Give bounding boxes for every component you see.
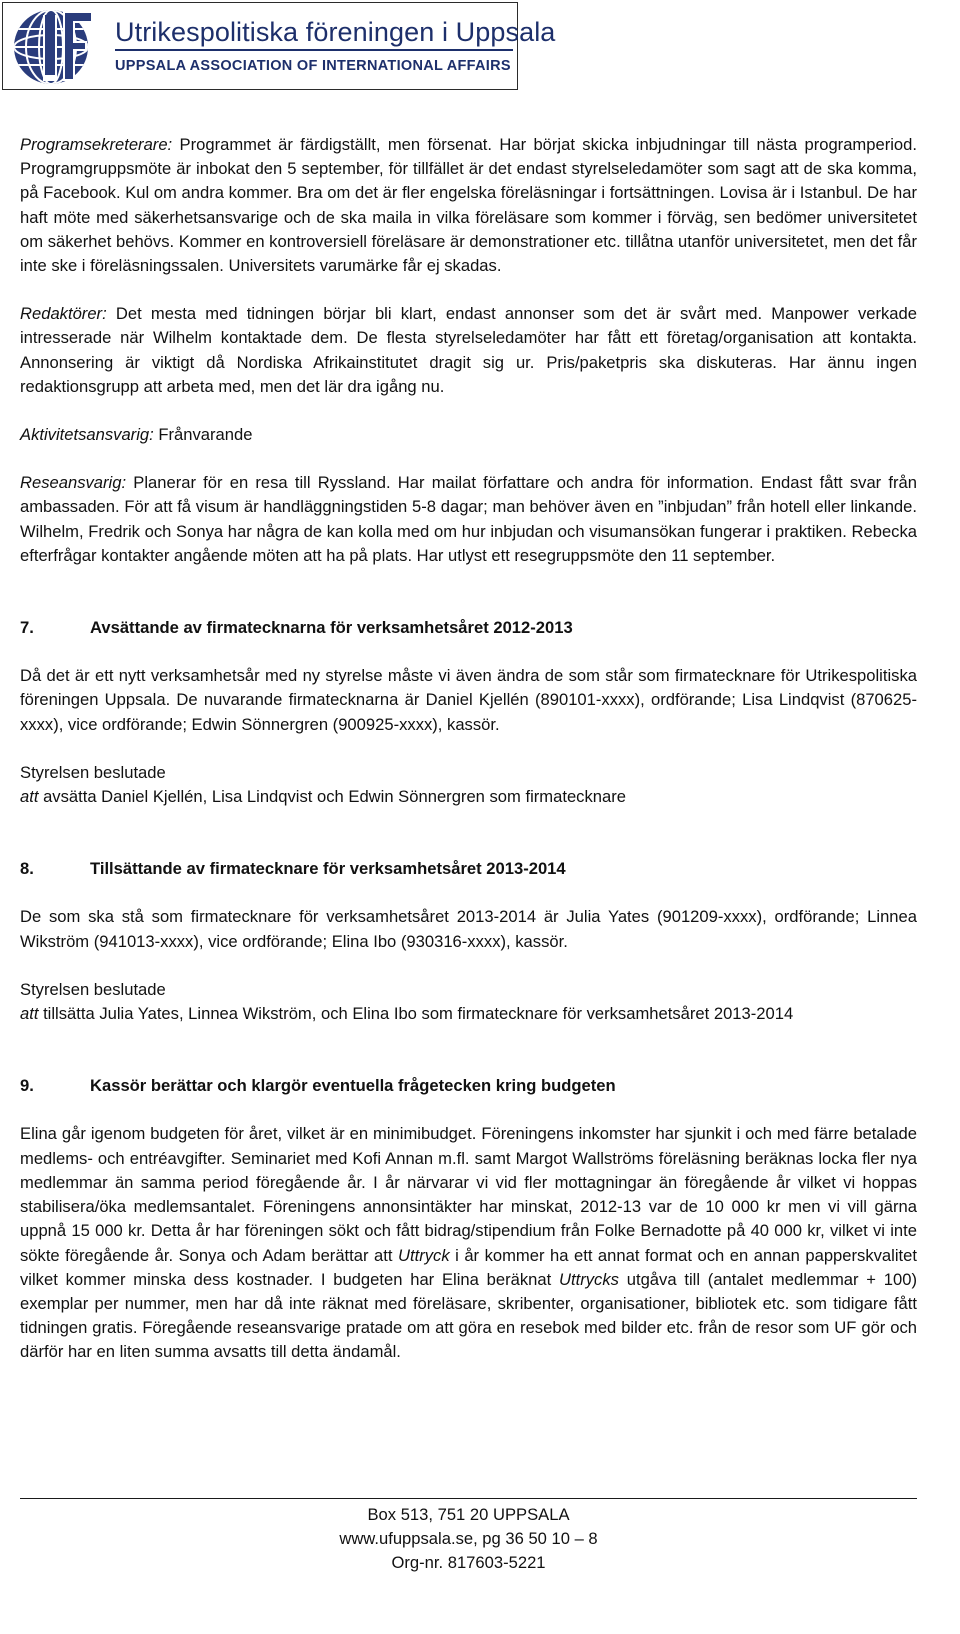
section-title: Avsättande av firmatecknarna för verksamhetsåret 2012-2013 [90,618,573,638]
att-keyword: att [20,1004,39,1024]
section-8-decision-label: Styrelsen beslutade [20,979,166,999]
report-text: Programmet är färdigställt, men försenat. Har börjat skicka inbjudningar till nästa programperiod. Programgruppsmöte är inbokat den 5 september, för tillfället är det endast styrelseledamöter som sagt att de ska komma, på Facebook. Kul om andra kommer. Bra om det är fler engelska föreläsningar i fortsättningen. Lovisa är i Istanbul. De har haft möte med säkerhetsansvarige och de ska maila in vilka föreläsare som kommer i förväg, sen bedömer universitetet om säkerhet behövs. Kommer en kontroversiell föreläsare är demonstrationer etc. tillåtna utanför universitetet, men det får inte ske i föreläsningssalen. Universitets varumärke får ej skadas. [20,135,917,276]
section-7-decision-label: Styrelsen beslutade [20,762,166,782]
section-9-body [20,1122,917,1364]
footer-web-phone: www.ufuppsala.se, pg 36 50 10 – 8 [339,1529,598,1549]
section-number: 9. [20,1076,34,1096]
section-8-heading [20,857,917,881]
section-title: Tillsättande av firmatecknare för verksamhetsåret 2013-2014 [90,859,566,879]
section-8-decision [20,1002,917,1026]
footer-address: Box 513, 751 20 UPPSALA [367,1505,570,1524]
att-keyword: att [20,787,39,807]
section-8-body: De som ska stå som firmatecknare för verksamhetsåret 2013-2014 är Julia Yates (901209-xxxx), ordförande; Linnea Wikström (941013-xxxx), vice ordförande; Elina Ibo (930316-xxxx), kassör. [20,907,917,951]
publication-name: Uttrycks [559,1269,619,1289]
minutes-body [20,133,917,1365]
decision-text: avsätta Daniel Kjellén, Lisa Lindqvist och Edwin Sönnergren som firmatecknare [38,787,626,807]
publication-name: Uttryck [398,1245,450,1265]
decision-text: tillsätta Julia Yates, Linnea Wikström, och Elina Ibo som firmatecknare för verksamhetsåret 2013-2014 [38,1004,794,1024]
role-label: Programsekreterare: [20,135,173,154]
role-label: Reseansvarig: [20,473,127,493]
role-label: Aktivitetsansvarig: [20,425,154,445]
footer-divider [20,1498,917,1499]
section-7-body: Då det är ett nytt verksamhetsår med ny styrelse måste vi även ändra de som står som firmatecknare för Utrikespolitiska föreningen Uppsala. De nuvarande firmatecknarna är Daniel Kjellén (890101-xxxx), ordförande; Lisa Lindqvist (870625-xxxx), vice ordförande; Edwin Sönnergren (900925-xxxx), kassör. [20,666,917,734]
section-number: 7. [20,618,34,638]
uf-globe-logo-icon [9,7,105,87]
body-text: Elina går igenom budgeten för året, vilket är en minimibudget. Föreningens inkomster har sjunkit i och med färre betalade medlems- och entréavgifter. Seminariet med Kofi Annan m.fl. samt Margot Wallströms föreläsning beräknas locka fler nya medlemmar än samma period föregående år. I år närvarar vi vid fler mottagningar än föregående år vilket vi hoppas stabilisera/öka medlemsantalet. Föreningens annonsintäkter har minskat, 2012-13 var de 10 000 kr men vi vill gärna uppnå 15 000 kr. Detta år har föreningen sökt och fått bidrag/stipendium från Folke Bernadotte på 40 000 kr, vilket vi inte sökte föregående år. Sonya och Adam berättar att [20,1124,917,1265]
body-text: i år kommer ha ett annat format och en annan papperskvalitet vilket kommer minska dess kostnader. I budgeten har Elina beräknat [20,1245,917,1289]
footer [20,1503,917,1576]
body-text: utgåva till (antalet medlemmar + 100) exemplar per nummer, men har då inte räknat med föreläsare, skribenter, organisationer, bibliotek etc. som tidigare fått tidningen gratis. Föregående reseansvarige pratade om att göra en resebok med bilder etc. från de resor som UF gör och därför har en liten summa avsatts till detta ändamål. [20,1269,917,1362]
report-text: Frånvarande [153,425,253,445]
report-text: Planerar för en resa till Ryssland. Har mailat författare och andra för information. Endast fått svar från ambassaden. För att få visum är handläggningstiden 5-8 dagar; man behöver även en ”inbjudan” från hotell eller linkande. Wilhelm, Fredrik och Sonya har några de kan kolla med om hur inbjudan och visumansökan fungerar i praktiken. Rebecka efterfrågar kontakter angående möten att ha på plats. Har utlyst ett resegruppsmöte den 11 september. [20,473,917,565]
report-programsekreterare [20,133,917,278]
report-text: Det mesta med tidningen börjar bli klart, endast annonser som det är svårt med. Manpower verkade intresserade när Wilhelm kontaktade dem. De flesta styrelseledamöter har fått ett företag/organisation att kontakta. Annonsering är viktigt då Nordiska Afrikainstitutet dragit sig ur. Pris/paketpris ska diskuteras. Har ännu ingen redaktionsgrupp att arbeta med, men det lär dra igång nu. [20,304,917,396]
section-title: Kassör berättar och klargör eventuella frågetecken kring budgeten [90,1076,616,1096]
organization-name: Utrikespolitiska föreningen i Uppsala [115,17,556,47]
report-reseansvarig [20,471,917,568]
letterhead [2,2,556,90]
report-redaktorer [20,302,917,399]
section-7-decision [20,785,917,809]
role-label: Redaktörer: [20,304,107,324]
section-7-heading [20,616,917,640]
section-number: 8. [20,859,34,879]
header-divider [115,49,513,51]
organization-subtitle: UPPSALA ASSOCIATION OF INTERNATIONAL AFFAIRS [115,58,511,74]
footer-org-number: Org-nr. 817603-5221 [391,1553,546,1573]
section-9-heading [20,1074,917,1098]
report-aktivitetsansvarig [20,423,917,447]
